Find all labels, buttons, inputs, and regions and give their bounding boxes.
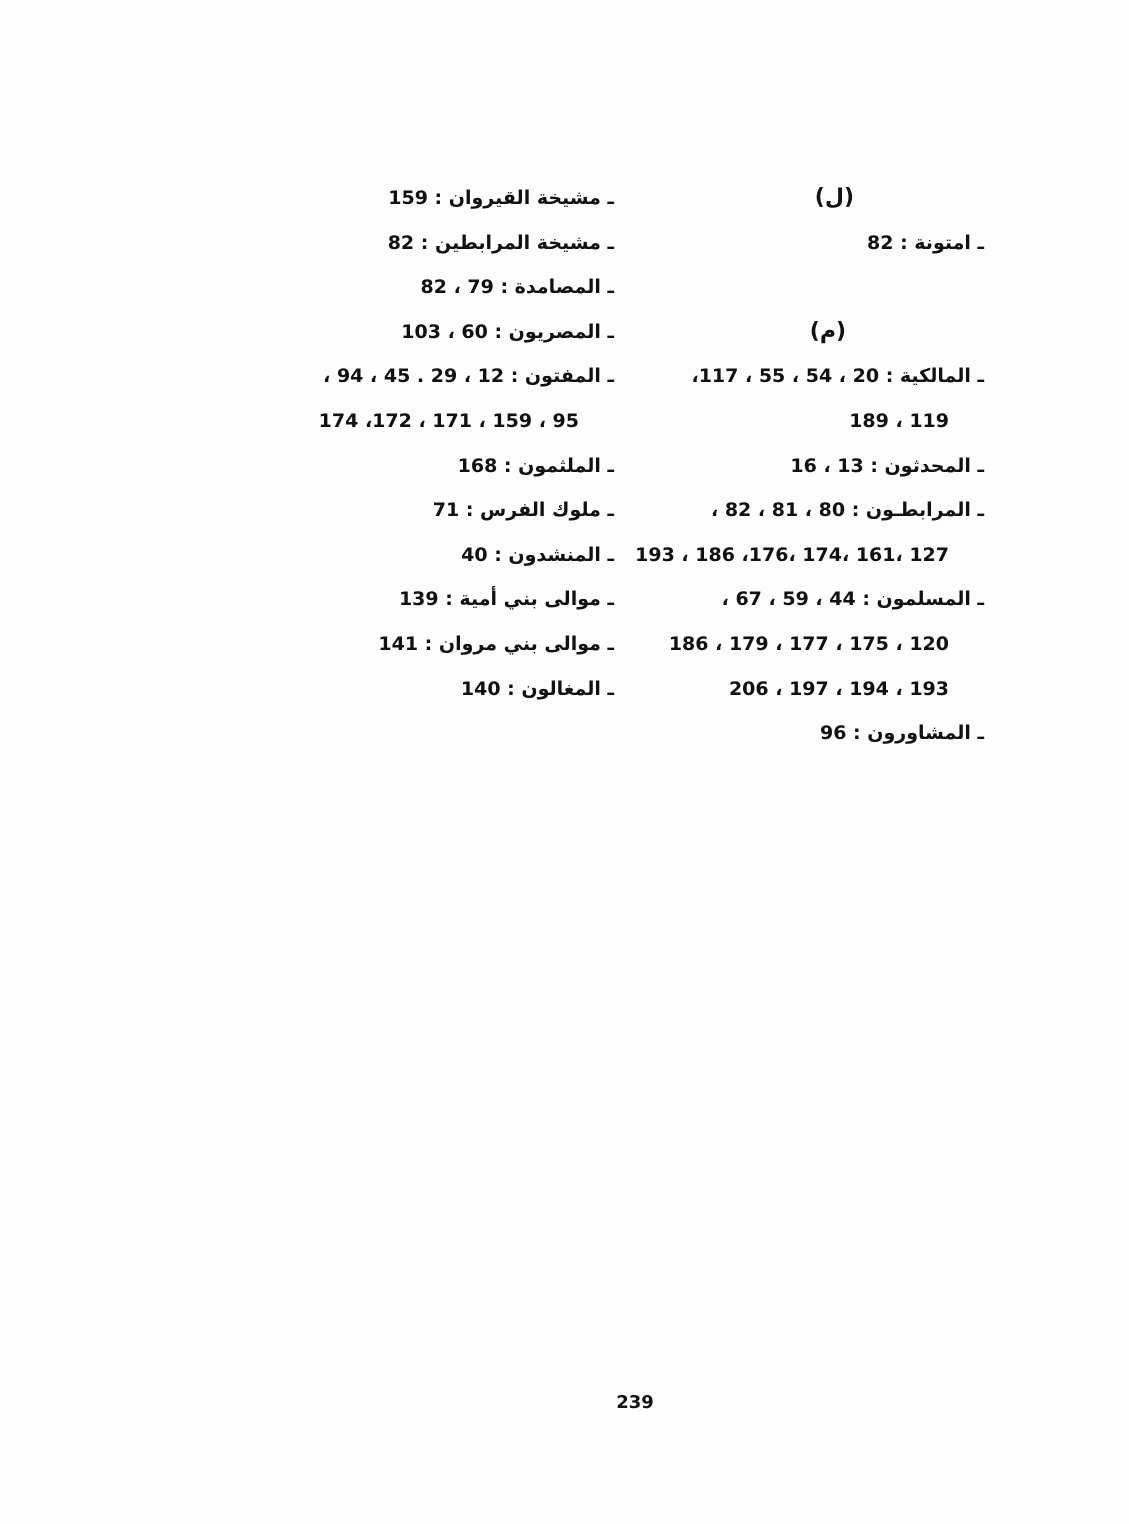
index-entry-misriyyun: ـ المصريون : 60 ، 103 bbox=[401, 320, 614, 343]
index-entry-malikiyya: ـ المالكية : 20 ، 54 ، 55 ، 117، bbox=[691, 365, 984, 388]
index-entry-muslimun: ـ المسلمون : 44 ، 59 ، 67 ، bbox=[721, 588, 984, 611]
index-entry-muftun: ـ المفتون : 12 ، 29 . 45 ، 94 ، bbox=[323, 365, 614, 388]
section-heading-lam: (ل) bbox=[814, 185, 854, 210]
index-entry-mashyakha-murabitin: ـ مشيخة المرابطين : 82 bbox=[387, 231, 614, 254]
index-entry-mashyakha-qayrawan: ـ مشيخة القيروان : 159 bbox=[388, 187, 614, 209]
index-entry-muhaddithun: ـ المحدثون : 13 ، 16 bbox=[790, 454, 984, 477]
index-entry-muluk-furs: ـ ملوك الفرس : 71 bbox=[432, 499, 614, 522]
index-entry-murabitun: ـ المرابطـون : 80 ، 81 ، 82 ، bbox=[710, 499, 984, 522]
index-entry-amtouna: ـ امتونة : 82 bbox=[867, 231, 984, 254]
index-entry-muftun-continued: 95 ، 159 ، 171 ، 172، 174 bbox=[318, 409, 579, 432]
index-column-left bbox=[284, 176, 614, 711]
index-entry-murabitun-continued: 127 ،161 ،174 ،176، 186 ، 193 bbox=[635, 543, 949, 566]
index-entry-malikiyya-continued: 119 ، 189 bbox=[849, 409, 949, 432]
index-entry-mawali-marwan: ـ موالى بني مروان : 141 bbox=[378, 632, 614, 655]
index-entry-mushawirun: ـ المشاورون : 96 bbox=[819, 722, 984, 745]
index-entry-munshidun: ـ المنشدون : 40 bbox=[461, 543, 614, 566]
index-entry-mughalun: ـ المغالون : 140 bbox=[460, 677, 614, 700]
index-entry-mawali-umayya: ـ موالى بني أمية : 139 bbox=[398, 588, 614, 611]
page-number: 239 bbox=[616, 1392, 654, 1413]
index-column-right bbox=[635, 176, 984, 756]
section-heading-mim: (م) bbox=[809, 318, 846, 344]
index-entry-masamida: ـ المصامدة : 79 ، 82 bbox=[420, 276, 614, 299]
index-entry-mulaththamun: ـ الملثمون : 168 bbox=[457, 454, 614, 477]
section-gap bbox=[654, 265, 984, 310]
index-entry-muslimun-continued-1: 120 ، 175 ، 177 ، 179 ، 186 bbox=[668, 632, 949, 655]
index-entry-muslimun-continued-2: 193 ، 194 ، 197 ، 206 bbox=[728, 677, 949, 700]
